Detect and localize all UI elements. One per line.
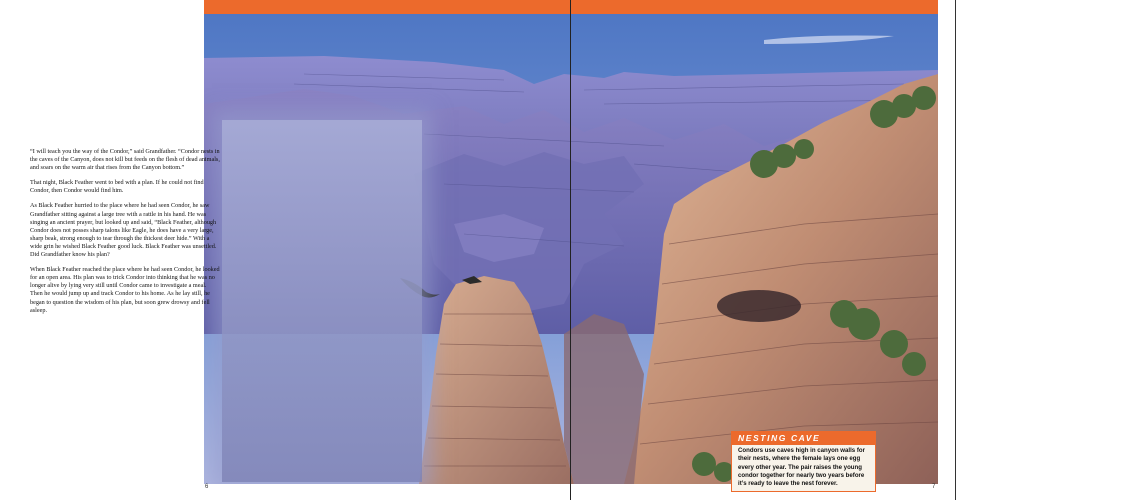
story-paragraph: As Black Feather hurried to the place where he had seen Condor, he saw Grandfather sitting against a large tree with a rattle in his hand. He was singing an ancient prayer, but looked up and said, “Black Feather, although Condor does not posses sharp talons like Eagle, he does have a very large, sharp beak, strong enough to tear through the thickest deer hide.” With a wide grin he wished Black Feather good luck. Black Feather was unsettled. Did Grandfather know his plan? (30, 202, 217, 259)
sidebar-title: NESTING CAVE (732, 432, 875, 445)
top-color-band (204, 0, 938, 14)
nesting-cave (717, 290, 801, 322)
nesting-cave-sidebar (731, 431, 876, 492)
story-text (30, 148, 220, 322)
story-paragraph: When Black Feather reached the place where he had seen Condor, he looked for an open area. His plan was to trick Condor into thinking that he was no longer alive by lying very still until Condor came to investigate a meal. Then he would jump up and track Condor to his home. As he lay still, he began to question the wisdom of his plan, but soon grew drowsy and fell asleep. (30, 266, 220, 314)
book-spread (204, 0, 938, 484)
right-page-number: 7 (932, 484, 936, 490)
story-text-panel (222, 120, 422, 482)
sidebar-body: Condors use caves high in canyon walls for their nests, where the female lays one egg every other year. The pair raises the young condor together for nearly two years before it’s ready to leave the nest forever. (738, 447, 865, 488)
story-paragraph: That night, Black Feather went to bed with a plan. If he could not find Condor, then Condor would find him. (30, 179, 204, 195)
page-edge (955, 0, 956, 500)
story-paragraph: “I will teach you the way of the Condor,” said Grandfather. “Condor nests in the caves of the Canyon, does not kill but feeds on the flesh of dead animals, and soars on the warm air that rises from the Canyon bottom.” (30, 148, 220, 172)
left-page-number: 6 (205, 484, 209, 490)
book-gutter (570, 0, 571, 500)
